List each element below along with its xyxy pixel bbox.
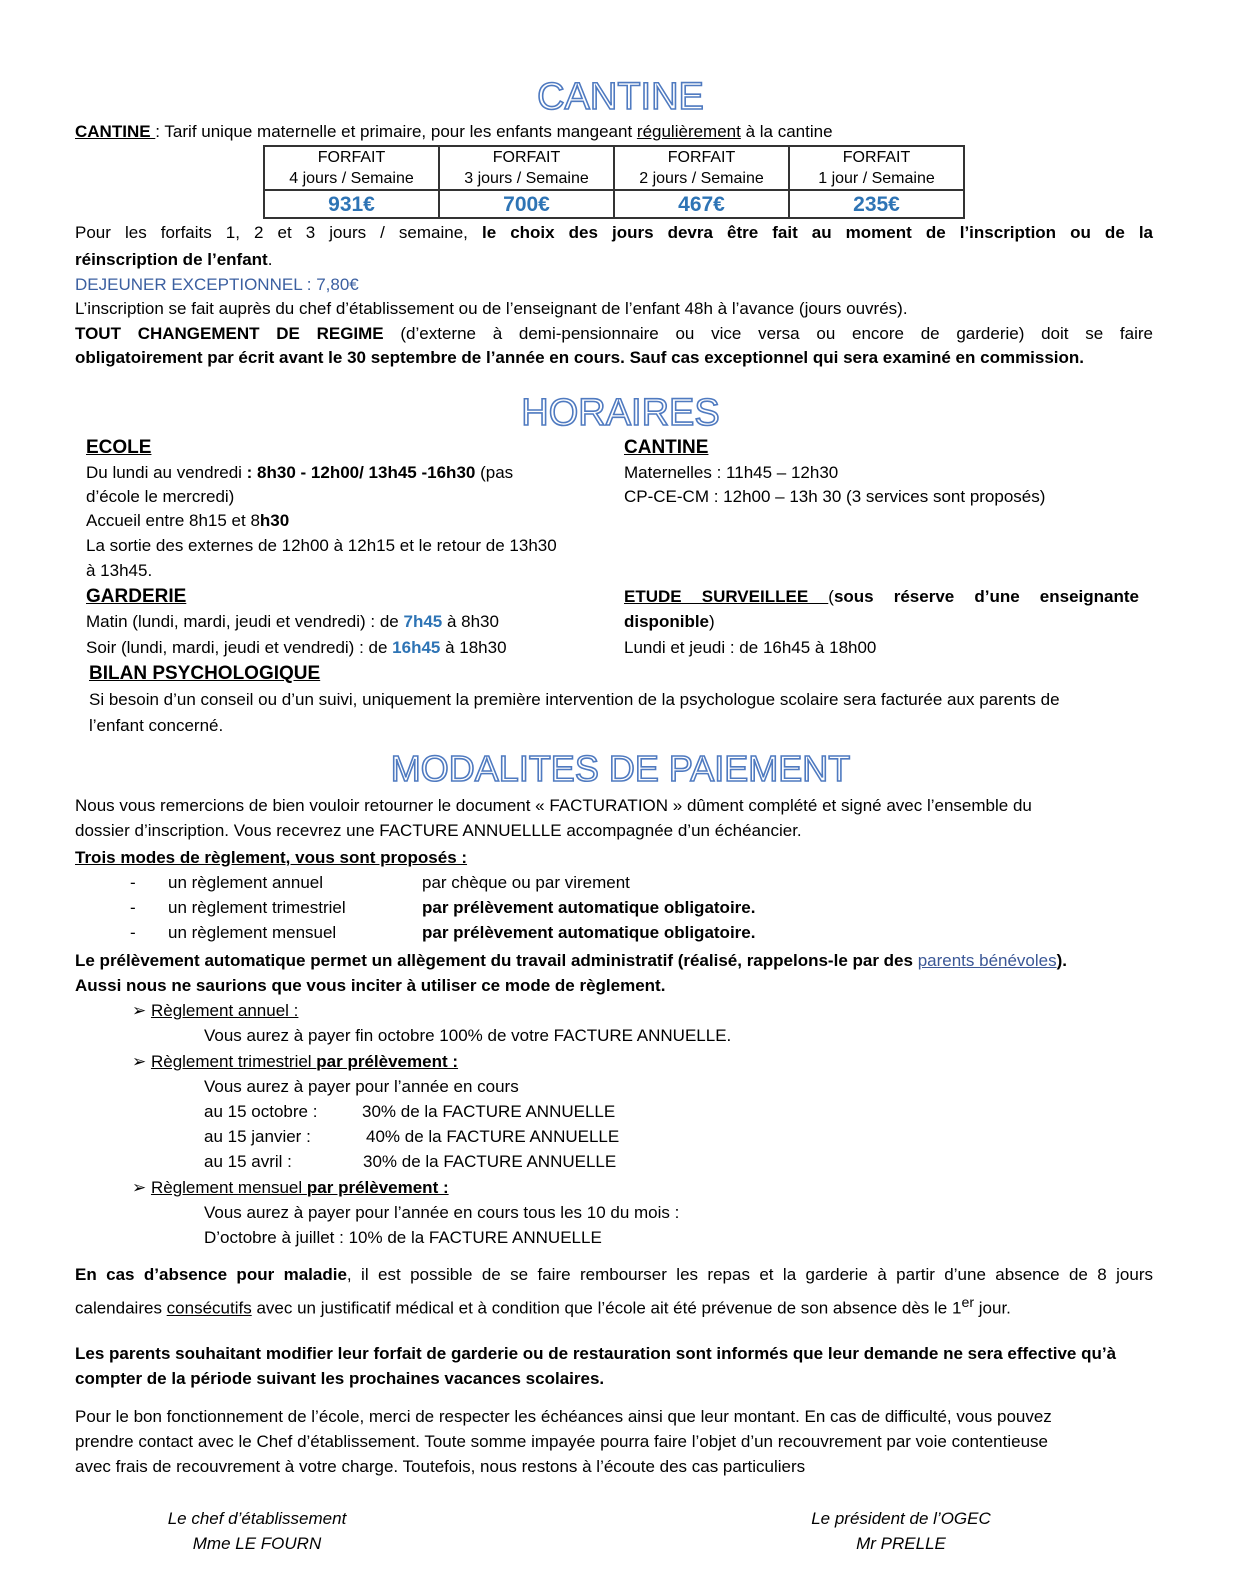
changement-regime-line2: obligatoirement par écrit avant le 30 septembre de l’année en cours. Sauf cas exceptionnel qui sera examiné en commission. xyxy=(75,348,1085,367)
tarif-header: FORFAIT 4 jours / Semaine xyxy=(264,146,439,190)
cantine-title: CANTINE xyxy=(537,76,704,118)
cantine-maternelles: Maternelles : 11h45 – 12h30 xyxy=(624,463,839,482)
mensuel-line2: D’octobre à juillet : 10% de la FACTURE ANNUELLE xyxy=(204,1228,602,1247)
trimestriel-intro: Vous aurez à payer pour l’année en cours xyxy=(204,1077,519,1096)
modif-line1: Les parents souhaitant modifier leur forfait de garderie ou de restauration sont informés que leur demande ne sera effective qu’à xyxy=(75,1344,1117,1363)
final-line1: Pour le bon fonctionnement de l’école, merci de respecter les échéances ainsi que leur montant. En cas de difficulté, vous pouvez xyxy=(75,1407,1052,1426)
trimestriel-echeance: au 15 janvier : 40% de la FACTURE ANNUELLE xyxy=(204,1127,620,1146)
ecole-heading: ECOLE xyxy=(86,437,152,458)
cantine-intro-underlined: régulièrement xyxy=(636,122,741,141)
tarif-price: 700€ xyxy=(439,190,614,218)
horaires-title: HORAIRES xyxy=(521,392,720,434)
signature-left-name: Mme LE FOURN xyxy=(192,1534,322,1553)
ecole-line2: d’école le mercredi) xyxy=(86,487,235,506)
mode-item: - un règlement trimestriel par prélèvement automatique obligatoire. xyxy=(130,898,756,917)
changement-regime: TOUT CHANGEMENT DE REGIME (d’externe à demi-pensionnaire ou vice versa ou encore de garderie) doit se faire xyxy=(75,324,1153,343)
ecole-sortie: La sortie des externes de 12h00 à 12h15 et le retour de 13h30 xyxy=(86,536,557,555)
tarif-header: FORFAIT 1 jour / Semaine xyxy=(789,146,964,190)
tarif-price: 467€ xyxy=(614,190,789,218)
annuel-line: Vous aurez à payer fin octobre 100% de votre FACTURE ANNUELLE. xyxy=(204,1026,732,1045)
etude-heading-line: ETUDE SURVEILLEE (sous réserve d’une enseignante xyxy=(624,587,1139,606)
forfait-note: Pour les forfaits 1, 2 et 3 jours / semaine, le choix des jours devra être fait au moment de l’inscription ou de la xyxy=(75,223,1154,242)
signature-left xyxy=(127,1506,387,1556)
signature-left-role: Le chef d’établissement xyxy=(167,1509,347,1528)
garderie-matin: Matin (lundi, mardi, jeudi et vendredi) : de 7h45 à 8h30 xyxy=(86,612,499,631)
modif-line2: compter de la période suivant les prochaines vacances scolaires. xyxy=(75,1369,605,1388)
garderie-soir: Soir (lundi, mardi, jeudi et vendredi) : de 16h45 à 18h30 xyxy=(86,638,507,657)
signature-right-role: Le président de l’OGEC xyxy=(811,1509,991,1528)
bilan-line2: l’enfant concerné. xyxy=(89,716,224,735)
bilan-line1: Si besoin d’un conseil ou d’un suivi, uniquement la première intervention de la psychologue scolaire sera facturée aux parents de xyxy=(89,690,1060,709)
mode-item: - un règlement mensuel par prélèvement automatique obligatoire. xyxy=(130,923,756,942)
arrow-bullet-icon: ➢ xyxy=(132,1178,151,1197)
etude-note-line2: disponible) xyxy=(624,612,715,631)
mensuel-heading: ➢ Règlement mensuel par prélèvement : xyxy=(132,1178,449,1197)
ecole-line1: Du lundi au vendredi : 8h30 - 12h00/ 13h45 -16h30 (pas xyxy=(86,463,514,482)
cantine-intro-end: à la cantine xyxy=(740,122,833,141)
cantine-intro-text: : Tarif unique maternelle et primaire, pour les enfants mangeant xyxy=(155,122,637,141)
paiement-intro-line2: dossier d’inscription. Vous recevrez une FACTURE ANNUELLLE accompagnée d’un échéancier. xyxy=(75,821,802,840)
absence-line1: En cas d’absence pour maladie, il est possible de se faire rembourser les repas et la garderie à partir d’une absence de 8 jours xyxy=(75,1265,1153,1284)
final-line3: avec frais de recouvrement à votre charge. Toutefois, nous restons à l’écoute des cas particuliers xyxy=(75,1457,806,1476)
tarif-price: 235€ xyxy=(789,190,964,218)
mensuel-line1: Vous aurez à payer pour l’année en cours tous les 10 du mois : xyxy=(204,1203,680,1222)
cantine-intro xyxy=(75,121,833,143)
trimestriel-echeance: au 15 avril : 30% de la FACTURE ANNUELLE xyxy=(204,1152,617,1171)
prelevement-line2: Aussi nous ne saurions que vous inciter à utiliser ce mode de règlement. xyxy=(75,976,666,995)
cantine-primaire: CP-CE-CM : 12h00 – 13h 30 (3 services sont proposés) xyxy=(624,487,1046,506)
dejeuner-exceptionnel: DEJEUNER EXCEPTIONNEL : 7,80€ xyxy=(75,275,359,294)
mode-item: - un règlement annuel par chèque ou par virement xyxy=(130,873,630,892)
trimestriel-echeance: au 15 octobre : 30% de la FACTURE ANNUELLE xyxy=(204,1102,616,1121)
forfait-note-line2: réinscription de l’enfant. xyxy=(75,250,273,269)
paiement-title: MODALITES DE PAIEMENT xyxy=(390,748,851,789)
ecole-sortie-line2: à 13h45. xyxy=(86,561,153,580)
bilan-heading: BILAN PSYCHOLOGIQUE xyxy=(89,663,321,684)
modes-heading: Trois modes de règlement, vous sont proposés : xyxy=(75,848,468,867)
tarif-header: FORFAIT 2 jours / Semaine xyxy=(614,146,789,190)
arrow-bullet-icon: ➢ xyxy=(132,1052,151,1071)
tarif-price: 931€ xyxy=(264,190,439,218)
inscription-text: L’inscription se fait auprès du chef d’établissement ou de l’enseignant de l’enfant 48h à l’avance (jours ouvrés). xyxy=(75,299,908,318)
prelevement-line1: Le prélèvement automatique permet un allègement du travail administratif (réalisé, rappelons-le par des parents bénévoles). xyxy=(75,951,1068,970)
etude-horaires: Lundi et jeudi : de 16h45 à 18h00 xyxy=(624,638,877,657)
signature-right xyxy=(771,1506,1031,1556)
tarif-header: FORFAIT 3 jours / Semaine xyxy=(439,146,614,190)
tarifs-header-row xyxy=(264,146,964,190)
garderie-heading: GARDERIE xyxy=(86,586,187,607)
trimestriel-heading: ➢ Règlement trimestriel par prélèvement : xyxy=(132,1052,459,1071)
tarifs-table xyxy=(263,145,965,219)
parents-benevoles-link[interactable]: parents bénévoles xyxy=(917,951,1057,970)
tarifs-price-row xyxy=(264,190,964,218)
cantine-horaires-heading: CANTINE xyxy=(624,437,709,458)
arrow-bullet-icon: ➢ xyxy=(132,1001,151,1020)
paiement-intro-line1: Nous vous remercions de bien vouloir retourner le document « FACTURATION » dûment complété et signé avec l’ensemble du xyxy=(75,796,1032,815)
cantine-intro-label: CANTINE xyxy=(75,122,156,141)
signature-right-name: Mr PRELLE xyxy=(856,1534,946,1553)
final-line2: prendre contact avec le Chef d’établissement. Toute somme impayée pourra faire l’objet d’un recouvrement par voie contentieuse xyxy=(75,1432,1049,1451)
ecole-accueil: Accueil entre 8h15 et 8h30 xyxy=(86,511,290,530)
annuel-heading: ➢ Règlement annuel : xyxy=(132,1001,299,1020)
absence-line2: calendaires consécutifs avec un justificatif médical et à condition que l’école ait été prévenue de son absence dès le 1er jour. xyxy=(75,1295,1011,1318)
